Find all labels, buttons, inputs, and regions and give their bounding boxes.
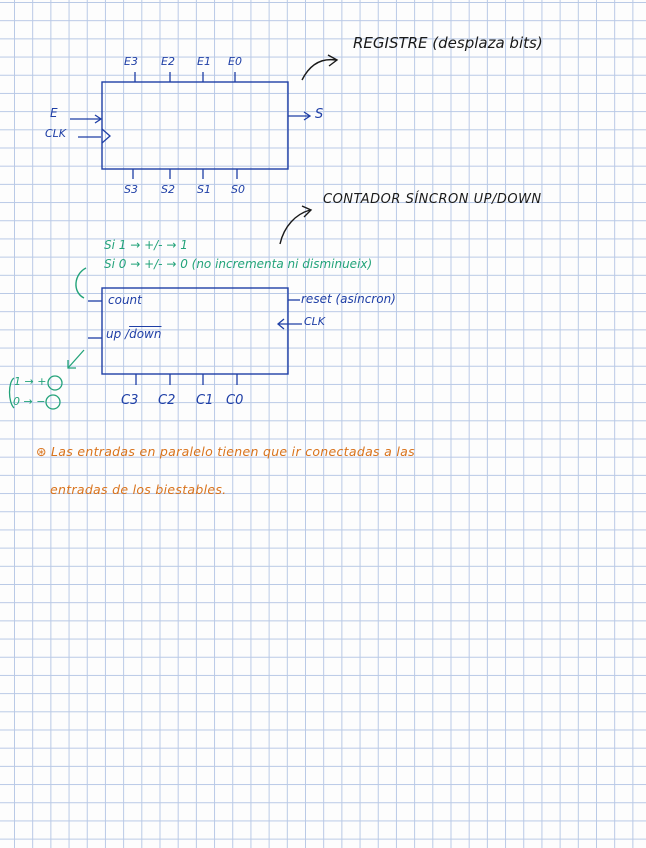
counter-clk: CLK [304, 315, 326, 328]
register-output-s1: S1 [197, 183, 211, 196]
register-output-s3: S3 [124, 183, 138, 196]
legend-up: 1 → + [14, 375, 47, 388]
legend-down: 0 → − [13, 395, 46, 408]
counter-rule-0: Si 0 → +/- → 0 (no incrementa ni disminueix) [104, 257, 373, 271]
register-box [102, 82, 288, 169]
counter-pin-up: up / [106, 327, 130, 341]
register-input-clk: CLK [45, 127, 67, 140]
counter-pin-count: count [108, 293, 142, 307]
counter-output-c0: C0 [226, 393, 244, 408]
register-input-e2: E2 [161, 55, 175, 68]
counter-output-c2: C2 [158, 393, 176, 408]
counter-pin-down: down [129, 327, 162, 341]
note-line-1: ⊛ Las entradas en paralelo tienen que ir conectadas a las [36, 444, 415, 459]
register-input-e3: E3 [124, 55, 138, 68]
register-title: REGISTRE (desplaza bits) [353, 34, 543, 52]
counter-rule-1: Si 1 → +/- → 1 [104, 238, 188, 252]
register-output-s0: S0 [231, 183, 245, 196]
register-output-s: S [315, 107, 324, 122]
counter-output-c1: C1 [196, 393, 214, 408]
register-input-e: E [50, 106, 58, 120]
register-output-s2: S2 [161, 183, 175, 196]
counter-reset: reset (asíncron) [301, 292, 396, 306]
register-input-e0: E0 [228, 55, 242, 68]
counter-title: CONTADOR SÍNCRON UP/DOWN [323, 192, 542, 207]
register-input-e1: E1 [197, 55, 211, 68]
counter-pin-updown [106, 328, 161, 340]
counter-output-c3: C3 [121, 393, 139, 408]
note-line-2: entradas de los biestables. [50, 482, 227, 497]
